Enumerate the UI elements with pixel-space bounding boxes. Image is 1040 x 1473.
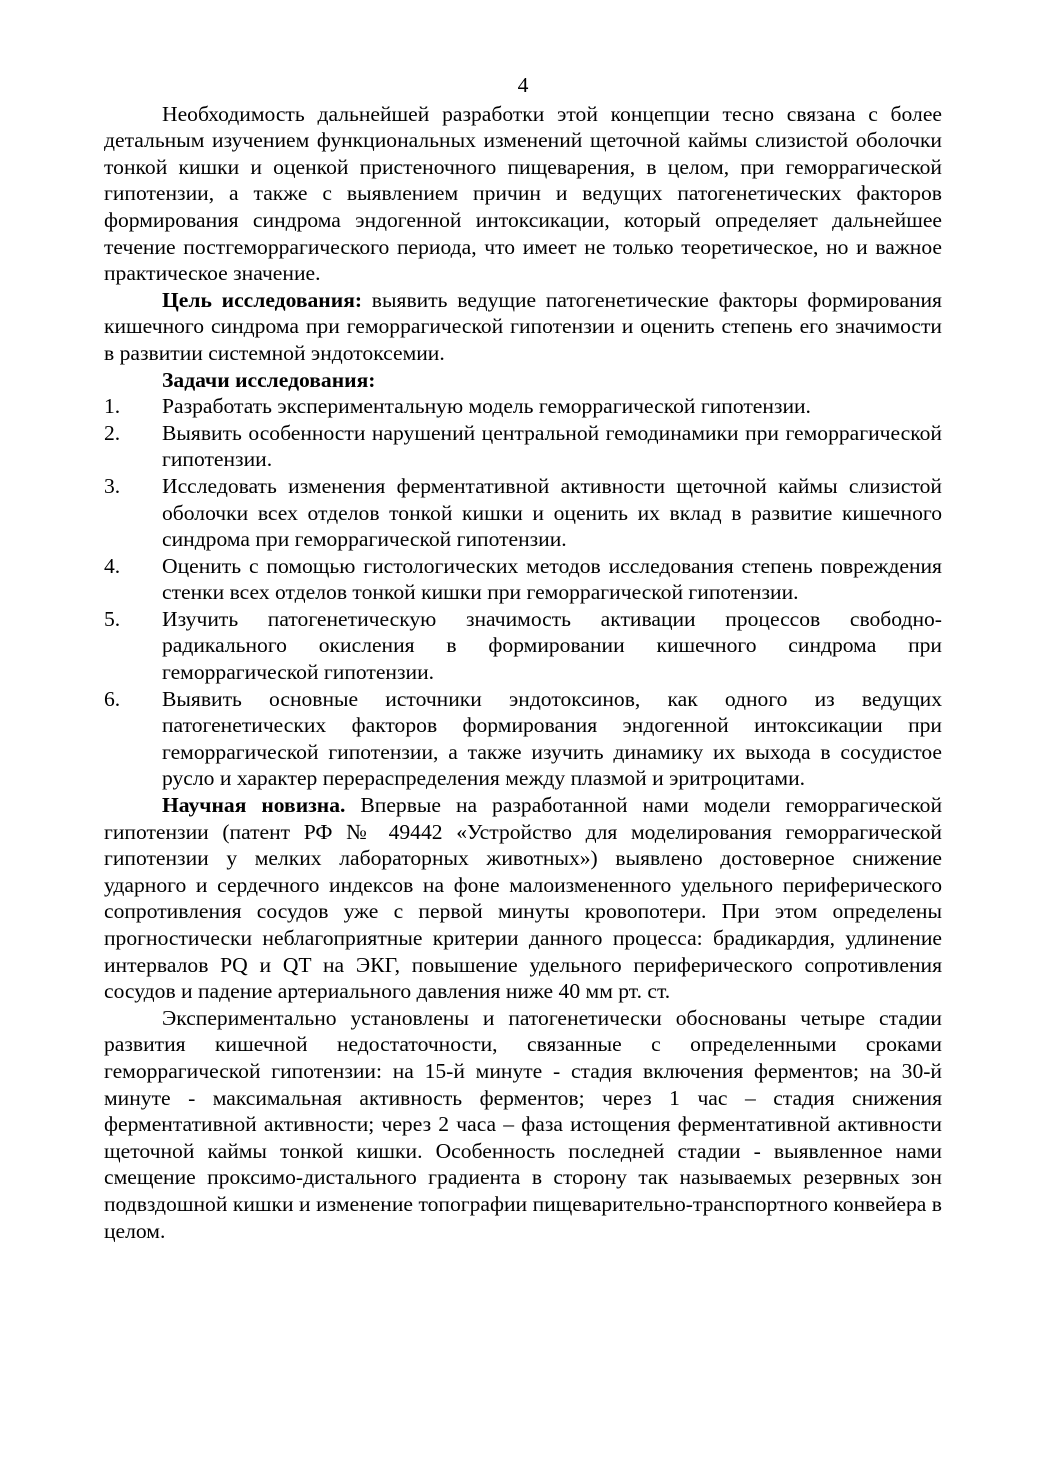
novelty-text: Впервые на разработанной нами модели геморрагической гипотензии (патент РФ № 49442 «Устройство для моделирования геморрагической гипотензии у мелких лабораторных животных») выявлено достоверное снижение ударного и сердечного индексов на фоне малоизмененного удельного периферического сопротивления сосудов уже с первой минуты кровопотери. При этом определены прогностически неблагоприятные критерии данного процесса: брадикардия, удлинение интервалов PQ и QT на ЭКГ, повышение удельного периферического сопротивления сосудов и падение артериального давления ниже 40 мм рт. ст. (104, 793, 942, 1004)
paragraph-novelty (104, 792, 942, 1005)
tasks-list (104, 393, 942, 792)
tasks-heading: Задачи исследования: (162, 367, 376, 392)
list-item-text: Выявить основные источники эндотоксинов, как одного из ведущих патогенетических факторов формирования эндогенной интоксикации при геморрагической гипотензии, а также изучить динамику их выхода в сосудистое русло и характер перераспределения между плазмой и эритроцитами. (162, 686, 942, 791)
list-item-number: 4. (104, 553, 121, 578)
list-item (104, 393, 942, 420)
page-number: 4 (517, 73, 529, 97)
list-item-number: 5. (104, 606, 121, 631)
list-item (104, 686, 942, 792)
list-item (104, 420, 942, 473)
list-item-text: Исследовать изменения ферментативной активности щеточной каймы слизистой оболочки всех отделов тонкой кишки и оценить их вклад в развитие кишечного синдрома при геморрагической гипотензии. (162, 473, 942, 552)
list-item-number: 2. (104, 420, 121, 445)
list-item-text: Оценить с помощью гистологических методов исследования степень повреждения стенки всех отделов тонкой кишки при геморрагической гипотензии. (162, 553, 942, 605)
paragraph-stages: Экспериментально установлены и патогенетически обоснованы четыре стадии развития кишечной недостаточности, связанные с определенными сроками геморрагической гипотензии: на 15-й минуте - стадия включения ферментов; на 30-й минуте - максимальная активность ферментов; через 1 час – стадия снижения ферментативной активности; через 2 часа – фаза истощения ферментативной активности щеточной каймы тонкой кишки. Особенность последней стадии - выявленное нами смещение проксимо-дистального градиента в сторону так называемых резервных зон подвздошной кишки и изменение топографии пищеварительно-транспортного конвейера в целом. (104, 1005, 942, 1243)
list-item-text: Изучить патогенетическую значимость активации процессов свободно-радикального окисления в формировании кишечного синдрома при геморрагической гипотензии. (162, 606, 942, 685)
paragraph-intro: Необходимость дальнейшей разработки этой концепции тесно связана с более детальным изучением функциональных изменений щеточной каймы слизистой оболочки тонкой кишки и оценкой пристеночного пищеварения, в целом, при геморрагической гипотензии, а также с выявлением причин и ведущих патогенетических факторов формирования синдрома эндогенной интоксикации, который определяет дальнейшее течение постгеморрагического периода, что имеет не только теоретическое, но и важное практическое значение. (104, 101, 942, 286)
goal-text: выявить ведущие патогенетические факторы формирования кишечного синдрома при геморрагической гипотензии и оценить степень его значимости в развитии системной эндотоксемии. (104, 287, 942, 365)
list-item (104, 553, 942, 606)
list-item-number: 3. (104, 473, 121, 498)
list-item-number: 6. (104, 686, 121, 711)
list-item-text: Выявить особенности нарушений центральной гемодинамики при геморрагической гипотензии. (162, 420, 942, 472)
list-item-number: 1. (104, 394, 121, 419)
goal-label: Цель исследования: (162, 287, 363, 312)
paragraph-goal (104, 287, 942, 367)
list-item-text: Разработать экспериментальную модель геморрагической гипотензии. (162, 394, 811, 419)
novelty-label: Научная новизна. (162, 793, 346, 818)
list-item (104, 606, 942, 686)
list-item (104, 473, 942, 553)
